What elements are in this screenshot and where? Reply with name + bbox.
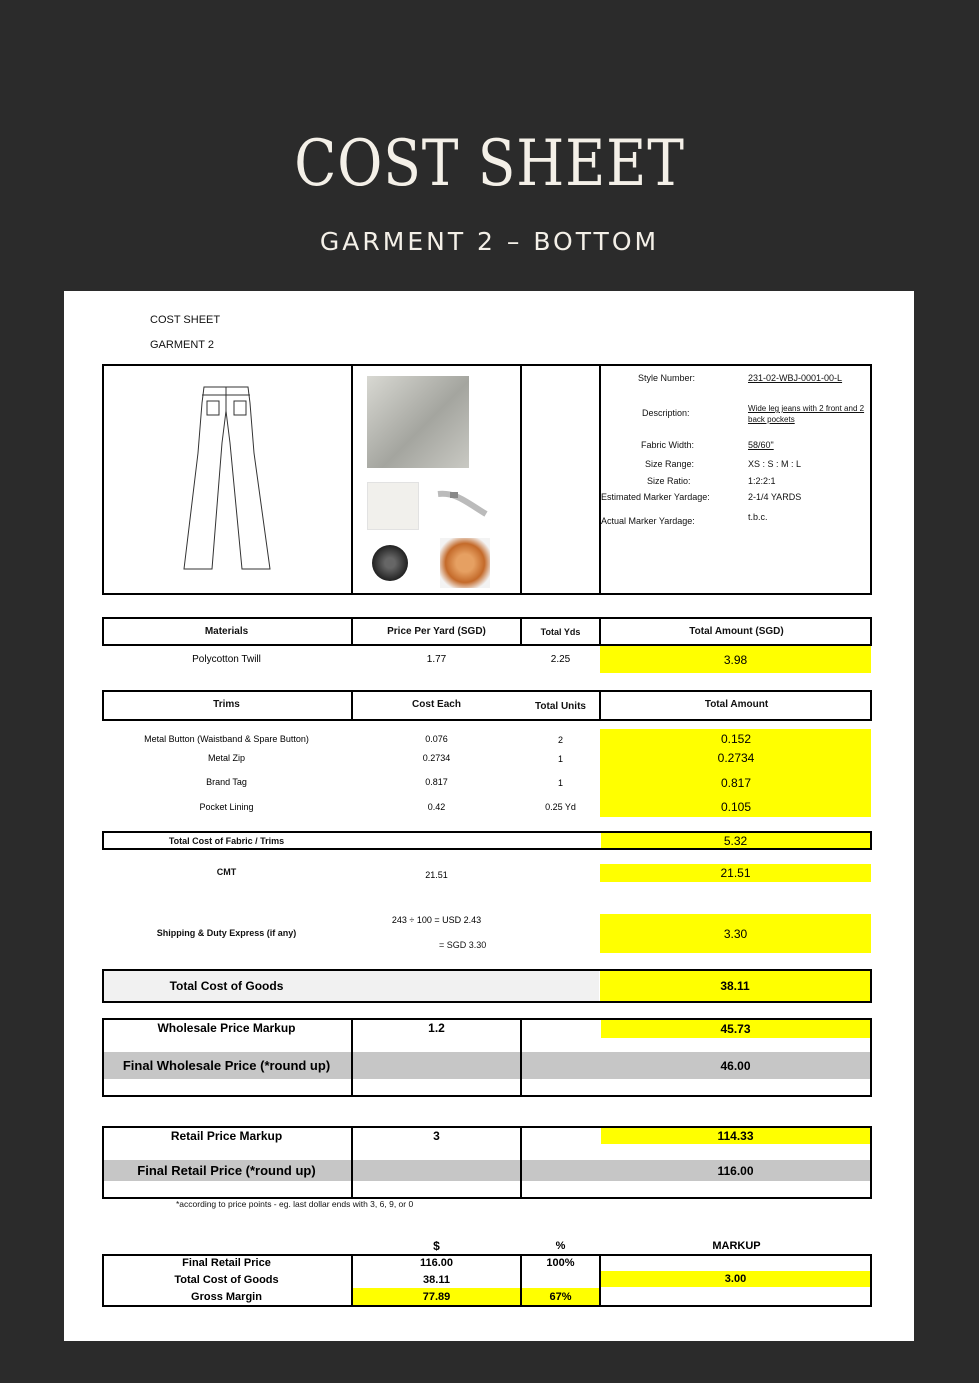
trims-col-header: Trims	[213, 699, 240, 710]
trim-units: 0.25 Yd	[545, 802, 576, 812]
cmt-cost: 21.51	[425, 870, 448, 880]
price-per-yard-header: Price Per Yard (SGD)	[387, 626, 486, 637]
material-price: 1.77	[426, 653, 447, 665]
summary-row-dollar: 77.89	[422, 1290, 451, 1303]
trim-name: Metal Zip	[207, 753, 245, 763]
materials-col-header: Materials	[204, 626, 249, 637]
summary-row-label: Final Retail Price	[182, 1257, 271, 1269]
summary-pct-header: %	[555, 1240, 566, 1252]
shipping-calc-sgd: = SGD 3.30	[439, 940, 487, 950]
trim-units: 1	[557, 778, 563, 788]
retail-markup-value: 114.33	[601, 1128, 870, 1144]
brand-tag-image	[440, 538, 490, 588]
page-title: COST SHEET	[294, 127, 685, 201]
trim-cost: 0.2734	[422, 753, 451, 763]
est-marker-value: 2-1/4 YARDS	[748, 492, 802, 502]
sheet-garment-label: GARMENT 2	[150, 339, 214, 351]
trim-cost: 0.817	[425, 777, 448, 787]
style-number-value: 231-02-WBJ-0001-00-L	[748, 373, 843, 383]
total-fabric-trims-label: Total Cost of Fabric / Trims	[168, 835, 285, 846]
zip-image	[436, 486, 488, 518]
summary-row-markup: 3.00	[724, 1273, 747, 1285]
summary-row-label: Total Cost of Goods	[174, 1274, 279, 1286]
size-range-value: XS : S : M : L	[748, 459, 802, 469]
material-name: Polycotton Twill	[192, 653, 261, 665]
lining-swatch-image	[367, 482, 419, 530]
material-total: 3.98	[600, 646, 871, 673]
trim-total: 0.105	[720, 800, 752, 814]
wholesale-markup-label: Wholesale Price Markup	[157, 1021, 296, 1035]
trims-total-header: Total Amount	[704, 699, 769, 710]
final-wholesale-label: Final Wholesale Price (*round up)	[122, 1058, 331, 1073]
trim-cost: 0.076	[425, 734, 448, 744]
cost-sheet	[64, 291, 914, 1341]
summary-markup-header: MARKUP	[712, 1240, 761, 1252]
cost-each-header: Cost Each	[412, 699, 461, 710]
trim-units: 2	[557, 735, 563, 745]
trim-total: 0.2734	[717, 751, 755, 765]
total-yds-header: Total Yds	[540, 626, 581, 637]
act-marker-value: t.b.c.	[748, 512, 768, 522]
summary-row-dollar: 38.11	[423, 1274, 450, 1286]
total-goods-label: Total Cost of Goods	[169, 979, 284, 993]
trim-cost: 0.42	[427, 802, 446, 812]
summary-dollar-header: $	[433, 1239, 440, 1253]
trim-total: 0.817	[720, 776, 752, 790]
summary-row-pct: 67%	[549, 1290, 572, 1303]
cmt-value: 21.51	[600, 864, 871, 882]
final-wholesale-value: 46.00	[720, 1058, 751, 1073]
total-amount-header: Total Amount (SGD)	[689, 626, 784, 637]
shipping-value: 3.30	[600, 914, 871, 953]
trim-units: 1	[557, 754, 563, 764]
summary-row-pct: 100%	[546, 1257, 575, 1269]
shipping-calc-usd: 243 ÷ 100 = USD 2.43	[391, 915, 482, 925]
size-ratio-label: Size Ratio:	[647, 476, 691, 486]
final-retail-value: 116.00	[717, 1163, 754, 1178]
total-fabric-trims-value: 5.32	[601, 833, 870, 848]
trim-name: Pocket Lining	[199, 802, 254, 812]
final-retail-label: Final Retail Price (*round up)	[137, 1163, 316, 1178]
trim-total: 0.152	[720, 732, 752, 746]
style-number-label: Style Number:	[638, 373, 696, 383]
size-ratio-value: 1:2:2:1	[748, 476, 776, 486]
size-range-label: Size Range:	[645, 459, 695, 469]
total-goods-value: 38.11	[600, 971, 870, 1001]
retail-markup-label: Retail Price Markup	[170, 1128, 283, 1143]
act-marker-label: Actual Marker Yardage:	[601, 516, 695, 526]
wholesale-markup-value: 45.73	[601, 1020, 870, 1038]
shipping-label: Shipping & Duty Express (if any)	[156, 928, 297, 938]
fabric-swatch-image	[367, 376, 469, 468]
price-point-note: *according to price points - eg. last dollar ends with 3, 6, 9, or 0	[176, 1199, 414, 1209]
total-units-header: Total Units	[535, 701, 586, 712]
description-value: Wide leg jeans with 2 front and 2 back pockets	[748, 404, 865, 424]
metal-button-image	[372, 545, 408, 581]
garment-sketch-image	[174, 383, 284, 573]
est-marker-label: Estimated Marker Yardage:	[601, 492, 710, 502]
fabric-width-value: 58/60"	[748, 440, 774, 450]
cmt-label: CMT	[216, 867, 237, 877]
material-yds: 2.25	[550, 653, 571, 665]
fabric-width-label: Fabric Width:	[641, 440, 695, 450]
page-subtitle: GARMENT 2 – BOTTOM	[319, 227, 660, 256]
trim-name: Metal Button (Waistband & Spare Button)	[144, 734, 309, 744]
retail-markup: 3	[433, 1128, 440, 1143]
description-label: Description:	[642, 408, 690, 418]
wholesale-markup: 1.2	[428, 1021, 445, 1035]
summary-row-label: Gross Margin	[191, 1290, 262, 1303]
sheet-label: COST SHEET	[150, 314, 221, 326]
summary-row-dollar: 116.00	[419, 1257, 454, 1269]
trim-name: Brand Tag	[206, 777, 247, 787]
